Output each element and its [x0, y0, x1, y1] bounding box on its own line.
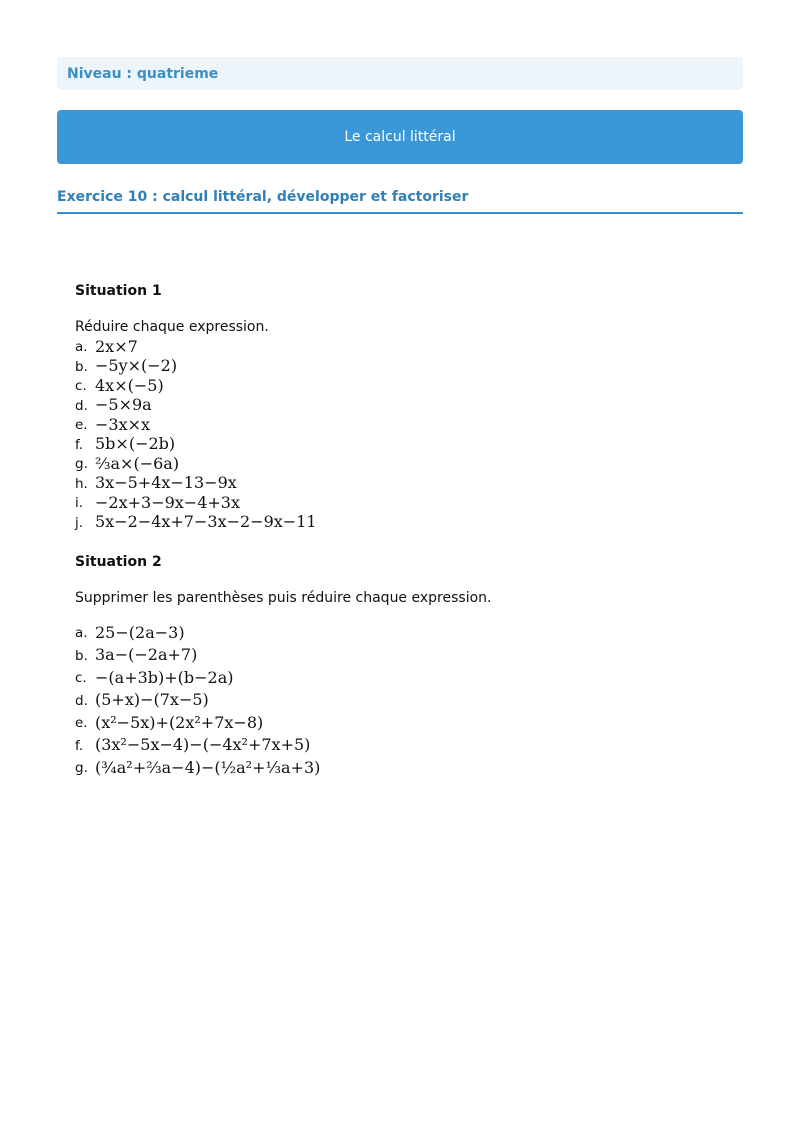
- item-expression: (3x²−5x−4)−(−4x²+7x+5): [95, 735, 311, 754]
- exercise-item: [75, 731, 735, 754]
- item-label: h.: [75, 475, 88, 492]
- exercise-item: [75, 472, 735, 492]
- item-label: a.: [75, 339, 88, 355]
- item-expression: 2x×7: [95, 336, 138, 356]
- item-expression: (5+x)−(7x−5): [95, 690, 209, 709]
- item-label: b.: [75, 358, 88, 375]
- item-label: f.: [75, 737, 84, 754]
- item-expression: 25−(2a−3): [95, 622, 185, 642]
- item-label: a.: [75, 625, 88, 641]
- exercise-item: [75, 641, 735, 664]
- exercise-item: [75, 618, 735, 641]
- item-label: j.: [75, 514, 84, 531]
- item-expression: 5b×(−2b): [95, 434, 176, 453]
- item-label: g.: [75, 456, 88, 472]
- situation-2-instruction: Supprimer les parenthèses puis réduire chaque expression.: [75, 590, 492, 606]
- item-expression: 5x−2−4x+7−3x−2−9x−11: [95, 512, 317, 531]
- exercise-item: [75, 511, 735, 531]
- situation-2-list: [75, 618, 735, 776]
- item-expression: −5×9a: [95, 395, 152, 414]
- exercise-item: [75, 708, 735, 731]
- exercise-item: [75, 394, 735, 414]
- item-expression: −(a+3b)+(b−2a): [95, 667, 234, 687]
- item-expression: 3a−(−2a+7): [95, 645, 198, 664]
- exercise-item: [75, 335, 735, 355]
- exercise-item: [75, 663, 735, 686]
- situation-2-title: Situation 2: [75, 554, 162, 570]
- item-expression: (¾a²+⅔a−4)−(½a²+⅓a+3): [95, 757, 321, 777]
- item-expression: −3x×x: [95, 414, 151, 434]
- chapter-banner: [57, 110, 743, 164]
- exercise-title: Exercice 10 : calcul littéral, développer et factoriser: [57, 189, 469, 205]
- item-label: b.: [75, 647, 88, 664]
- item-label: e.: [75, 715, 88, 731]
- situation-1-instruction: Réduire chaque expression.: [75, 319, 269, 335]
- item-label: e.: [75, 417, 88, 433]
- item-expression: 4x×(−5): [95, 375, 164, 395]
- level-box: [57, 57, 743, 90]
- exercise-header: [57, 186, 743, 214]
- exercise-item: [75, 433, 735, 453]
- exercise-item: [75, 355, 735, 375]
- item-expression: −5y×(−2): [95, 356, 178, 375]
- exercise-item: [75, 374, 735, 394]
- exercise-item: [75, 686, 735, 709]
- chapter-title: Le calcul littéral: [344, 129, 456, 145]
- item-label: c.: [75, 378, 87, 394]
- item-label: f.: [75, 436, 84, 453]
- exercise-content: [75, 283, 735, 776]
- item-label: i.: [75, 495, 84, 511]
- level-label: Niveau : quatrieme: [67, 65, 219, 82]
- item-label: c.: [75, 670, 87, 686]
- exercise-item: [75, 413, 735, 433]
- item-expression: 3x−5+4x−13−9x: [95, 473, 237, 492]
- item-label: g.: [75, 760, 88, 776]
- exercise-item: [75, 491, 735, 511]
- exercise-item: [75, 452, 735, 472]
- item-expression: ⅔a×(−6a): [95, 453, 180, 473]
- item-label: d.: [75, 397, 88, 414]
- item-label: d.: [75, 692, 88, 709]
- situation-1-list: [75, 335, 735, 530]
- item-expression: −2x+3−9x−4+3x: [95, 492, 240, 512]
- item-expression: (x²−5x)+(2x²+7x−8): [95, 712, 264, 732]
- situation-1-title: Situation 1: [75, 283, 162, 299]
- exercise-item: [75, 753, 735, 776]
